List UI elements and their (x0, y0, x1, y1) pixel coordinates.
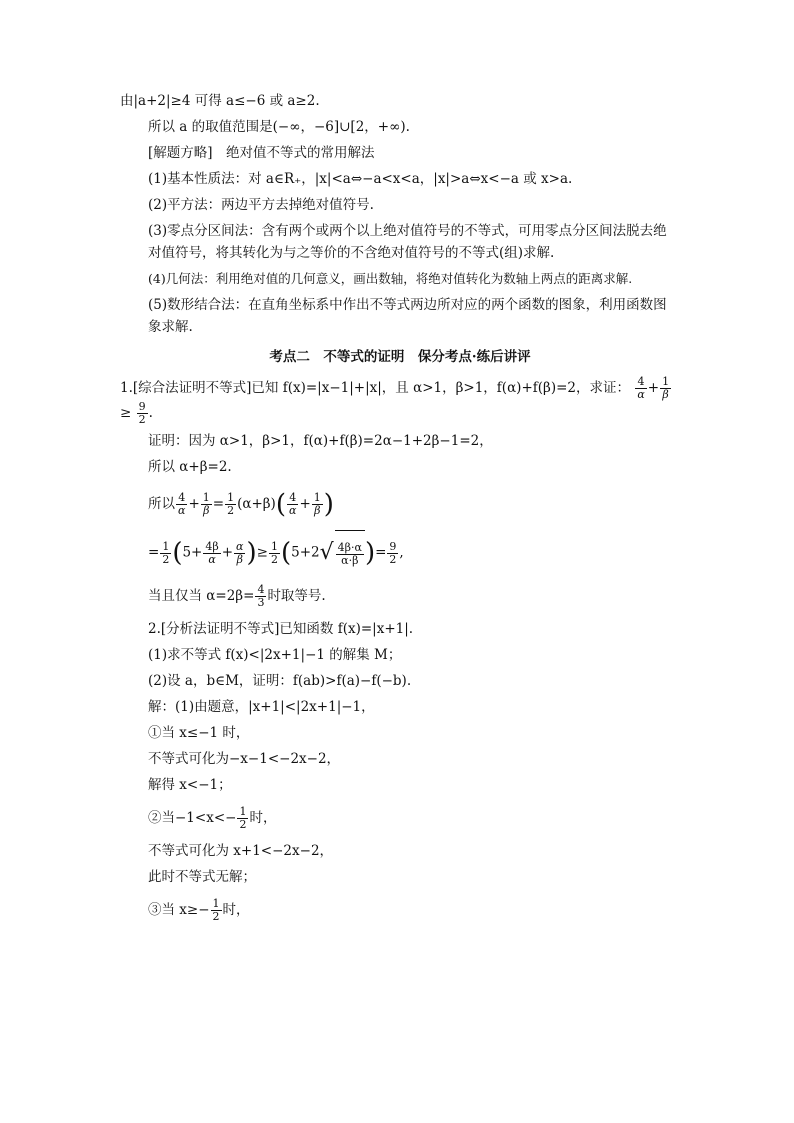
fraction: $\frac{1}{\beta}$ (313, 491, 321, 517)
text-line: (1)基本性质法：对 a∈R₊，|x|<a⇔−a<x<a，|x|>a⇔x<−a 或 x>a. (148, 171, 573, 187)
solution-line: 解：(1)由题意，|x+1|<|2x+1|−1， (148, 699, 375, 715)
problem-1: 1.[综合法证明不等式]已知 f(x)=|x−1|+|x|，且 α>1，β>1，f(α)+f(β)=2，求证： $\frac{4}{\alpha}$ + $\frac{1}{\beta}$ ≥ $\frac{9}{2}$ . (120, 375, 670, 426)
fraction-1-over-beta: $\frac{1}{\beta}$ (662, 375, 670, 401)
equation-1: 所以 $\frac{4}{\alpha}$ + $\frac{1}{\beta}$ = $\frac{1}{2}$ (α+β)( $\frac{4}{\alpha}$ + $\frac{1}{\beta}$ ) (148, 489, 334, 520)
section-heading: 考点二 不等式的证明 保分考点·练后讲评 (269, 349, 531, 365)
fraction: $\frac{4\beta}{\alpha}$ (205, 539, 219, 566)
proof-line: 所以 α+β=2. (148, 459, 232, 475)
fraction-9-over-2: $\frac{9}{2}$ (138, 400, 146, 426)
problem-2-q2: (2)设 a，b∈M，证明：f(ab)>f(a)−f(−b). (148, 673, 412, 689)
text-line: 由|a+2|≥4 可得 a≤−6 或 a≥2. (120, 93, 320, 109)
equality-condition: 当且仅当 α=2β= $\frac{4}{3}$ 时取等号. (148, 583, 326, 609)
fraction: $\frac{1}{\beta}$ (202, 491, 210, 517)
sqrt-symbol: √ (319, 540, 334, 565)
problem-2-q1: (1)求不等式 f(x)<|2x+1|−1 的解集 M； (148, 647, 402, 663)
problem-1-text: 1.[综合法证明不等式]已知 f(x)=|x−1|+|x|，且 α>1，β>1，f(α)+f(β)=2，求证： (120, 380, 631, 396)
fraction: $\frac{1}{2}$ (162, 539, 170, 566)
section-label: [解题方略] 绝对值不等式的常用解法 (148, 145, 375, 161)
problem-2-title: 2.[分析法证明不等式]已知函数 f(x)=|x+1|. (148, 621, 414, 637)
case-1-ineq: 不等式可化为−x−1<−2x−2， (148, 751, 341, 767)
equation-2: = $\frac{1}{2}$ (5+ $\frac{4\beta}{\alpha}$ + $\frac{\alpha}{\beta}$ )≥ $\frac{1}{2}$ (5+2√ $\frac{4\beta\cdot\alpha}{\alpha\cdot\beta}$ )= $\frac{9}{2}$ , (120, 530, 680, 574)
fraction-1-over-2: $\frac{1}{2}$ (239, 805, 247, 831)
fraction: $\frac{4}{\alpha}$ (178, 491, 186, 517)
fraction: $\frac{9}{2}$ (389, 539, 397, 566)
proof-line: 证明：因为 α>1，β>1，f(α)+f(β)=2α−1+2β−1=2， (148, 433, 493, 449)
fraction: $\frac{1}{2}$ (270, 539, 278, 566)
text-line: (2)平方法：两边平方去掉绝对值符号. (148, 197, 374, 213)
document-body (120, 90, 680, 932)
case-2-ineq: 不等式可化为 x+1<−2x−2， (148, 843, 334, 859)
text-line: 所以 a 的取值范围是(−∞，−6]∪[2，+∞). (148, 119, 410, 135)
fraction-4-over-3: $\frac{4}{3}$ (257, 583, 265, 609)
case-1: ①当 x≤−1 时， (148, 725, 250, 741)
fraction-1-over-2: $\frac{1}{2}$ (212, 897, 220, 923)
text-paragraph: (5)数形结合法：在直角坐标系中作出不等式两边所对应的两个函数的图象，利用函数图象求解. (148, 297, 667, 335)
fraction: $\frac{1}{2}$ (227, 491, 235, 517)
sqrt-content: $\frac{4\beta\cdot\alpha}{\alpha\cdot\beta}$ (335, 530, 365, 576)
fraction: $\frac{4}{\alpha}$ (289, 491, 297, 517)
case-2: ②当−1<x<− $\frac{1}{2}$ 时， (148, 805, 277, 831)
case-3: ③当 x≥− $\frac{1}{2}$ 时， (148, 897, 250, 923)
text-paragraph: (3)零点分区间法：含有两个或两个以上绝对值符号的不等式，可用零点分区间法脱去绝对值符号，将其转化为与之等价的不含绝对值符号的不等式(组)求解. (148, 223, 667, 261)
case-1-sol: 解得 x<−1； (148, 777, 232, 793)
text-paragraph: (4)几何法：利用绝对值的几何意义，画出数轴，将绝对值转化为数轴上两点的距离求解. (148, 271, 633, 286)
fraction: $\frac{\alpha}{\beta}$ (236, 539, 244, 566)
case-2-sol: 此时不等式无解； (148, 869, 256, 885)
fraction-4-over-alpha: $\frac{4}{\alpha}$ (637, 375, 645, 401)
